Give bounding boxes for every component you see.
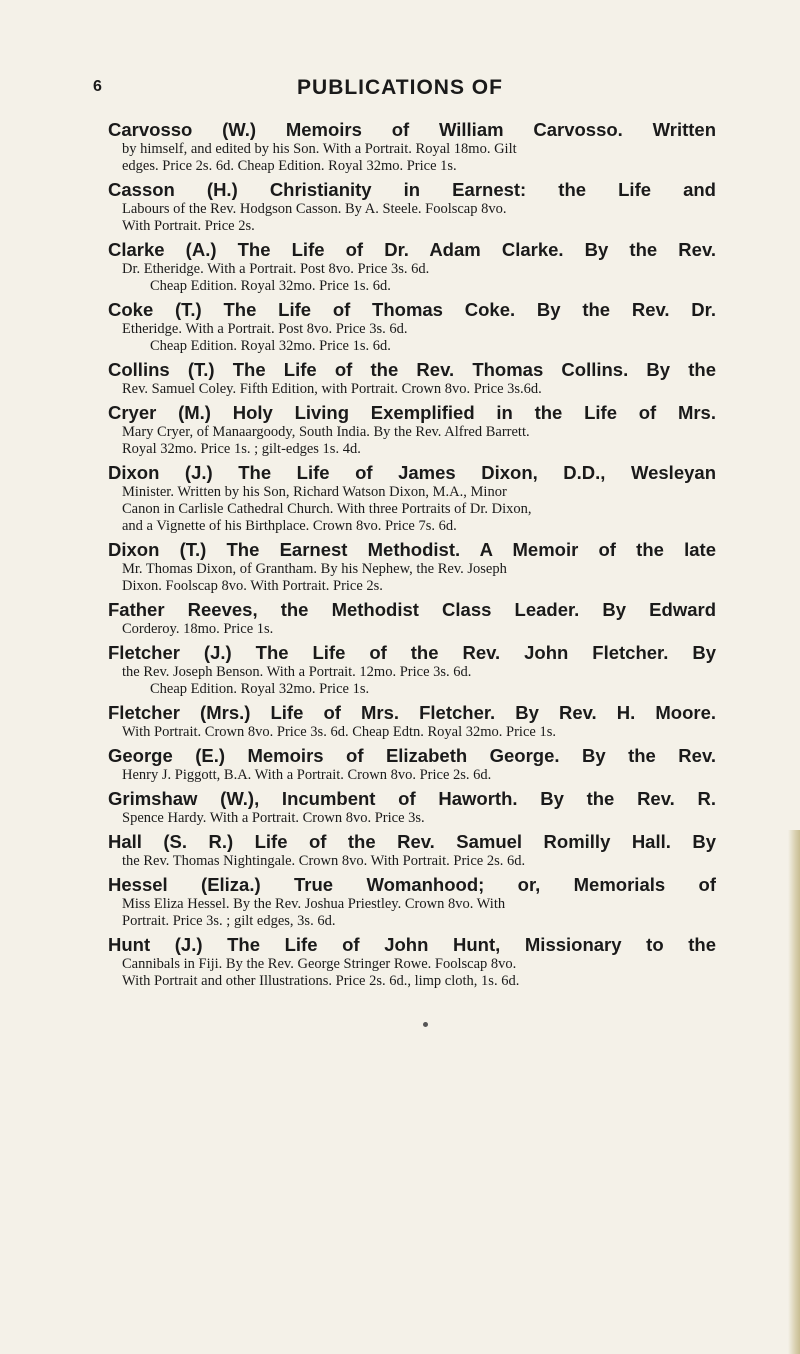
entry-detail-line: With Portrait. Crown 8vo. Price 3s. 6d. Cheap Edtn. Royal 32mo. Price 1s.: [122, 724, 556, 740]
entry-detail-line: Canon in Carlisle Cathedral Church. With three Portraits of Dr. Dixon,: [122, 501, 532, 517]
entry-heading: Hunt (J.) The Life of John Hunt, Missionary to the: [108, 934, 716, 955]
entry-detail-line: by himself, and edited by his Son. With a Portrait. Royal 18mo. Gilt: [122, 141, 517, 157]
entry-heading: Casson (H.) Christianity in Earnest: the Life and: [108, 179, 716, 200]
entry-detail-line: Cheap Edition. Royal 32mo. Price 1s. 6d.: [150, 278, 391, 294]
entry-detail-line: the Rev. Joseph Benson. With a Portrait. 12mo. Price 3s. 6d.: [122, 664, 472, 680]
entry-heading: Cryer (M.) Holy Living Exemplified in the Life of Mrs.: [108, 402, 716, 423]
page-number: 6: [93, 78, 102, 95]
ink-speck: [423, 1022, 428, 1027]
publication-entry: [108, 701, 716, 741]
publication-entry: [108, 298, 716, 355]
entry-heading: Dixon (T.) The Earnest Methodist. A Memoir of the late: [108, 539, 716, 560]
running-head-title: PUBLICATIONS OF: [297, 76, 503, 99]
publication-entry: [108, 744, 716, 784]
entry-heading: Clarke (A.) The Life of Dr. Adam Clarke. By the Rev.: [108, 239, 716, 260]
publication-entry: [108, 787, 716, 827]
entry-heading: Coke (T.) The Life of Thomas Coke. By the Rev. Dr.: [108, 299, 716, 320]
publication-entry: [108, 178, 716, 235]
entry-heading: Father Reeves, the Methodist Class Leader. By Edward: [108, 599, 716, 620]
publication-entry: [108, 830, 716, 870]
entry-detail-line: Mary Cryer, of Manaargoody, South India. By the Rev. Alfred Barrett.: [122, 424, 530, 440]
publication-entry: [108, 641, 716, 698]
entry-detail-line: Cheap Edition. Royal 32mo. Price 1s.: [150, 681, 370, 697]
entry-heading: Carvosso (W.) Memoirs of William Carvosso. Written: [108, 119, 716, 140]
entry-detail-line: edges. Price 2s. 6d. Cheap Edition. Royal 32mo. Price 1s.: [122, 158, 457, 174]
entry-detail-line: Dr. Etheridge. With a Portrait. Post 8vo. Price 3s. 6d.: [122, 261, 430, 277]
entry-detail-line: With Portrait. Price 2s.: [122, 218, 255, 234]
entry-heading: Fletcher (Mrs.) Life of Mrs. Fletcher. By Rev. H. Moore.: [108, 702, 716, 723]
entry-heading: Fletcher (J.) The Life of the Rev. John Fletcher. By: [108, 642, 716, 663]
publication-entry: [108, 358, 716, 398]
entry-detail-line: Labours of the Rev. Hodgson Casson. By A. Steele. Foolscap 8vo.: [122, 201, 507, 217]
entry-detail-line: Etheridge. With a Portrait. Post 8vo. Price 3s. 6d.: [122, 321, 408, 337]
entry-detail-line: Corderoy. 18mo. Price 1s.: [122, 621, 274, 637]
entry-detail-line: Rev. Samuel Coley. Fifth Edition, with Portrait. Crown 8vo. Price 3s.6d.: [122, 381, 542, 397]
publication-entry: [108, 461, 716, 535]
entry-detail-line: Minister. Written by his Son, Richard Watson Dixon, M.A., Minor: [122, 484, 507, 500]
publication-entry: [108, 238, 716, 295]
entry-detail-line: Royal 32mo. Price 1s. ; gilt-edges 1s. 4d.: [122, 441, 361, 457]
entry-detail-line: Portrait. Price 3s. ; gilt edges, 3s. 6d.: [122, 913, 336, 929]
publication-entry: [108, 401, 716, 458]
entry-detail-line: Dixon. Foolscap 8vo. With Portrait. Price 2s.: [122, 578, 383, 594]
page-header: [0, 72, 800, 108]
entry-detail-line: Miss Eliza Hessel. By the Rev. Joshua Priestley. Crown 8vo. With: [122, 896, 506, 912]
entry-heading: Hall (S. R.) Life of the Rev. Samuel Romilly Hall. By: [108, 831, 716, 852]
publication-entry: [108, 933, 716, 990]
publication-entry: [108, 118, 716, 175]
entry-heading: Hessel (Eliza.) True Womanhood; or, Memorials of: [108, 874, 716, 895]
entry-detail-line: and a Vignette of his Birthplace. Crown 8vo. Price 7s. 6d.: [122, 518, 457, 534]
entry-heading: Collins (T.) The Life of the Rev. Thomas Collins. By the: [108, 359, 716, 380]
entry-heading: Grimshaw (W.), Incumbent of Haworth. By the Rev. R.: [108, 788, 716, 809]
entry-detail-line: Cannibals in Fiji. By the Rev. George Stringer Rowe. Foolscap 8vo.: [122, 956, 517, 972]
publication-list: [108, 118, 716, 993]
entry-detail-line: Cheap Edition. Royal 32mo. Price 1s. 6d.: [150, 338, 391, 354]
publication-entry: [108, 538, 716, 595]
entry-detail-line: Henry J. Piggott, B.A. With a Portrait. Crown 8vo. Price 2s. 6d.: [122, 767, 492, 783]
entry-heading: George (E.) Memoirs of Elizabeth George. By the Rev.: [108, 745, 716, 766]
entry-heading: Dixon (J.) The Life of James Dixon, D.D., Wesleyan: [108, 462, 716, 483]
entry-detail-line: With Portrait and other Illustrations. Price 2s. 6d., limp cloth, 1s. 6d.: [122, 973, 520, 989]
publication-entry: [108, 873, 716, 930]
publication-entry: [108, 598, 716, 638]
entry-detail-line: Mr. Thomas Dixon, of Grantham. By his Nephew, the Rev. Joseph: [122, 561, 507, 577]
page-edge-shadow: [788, 830, 800, 1354]
entry-detail-line: the Rev. Thomas Nightingale. Crown 8vo. With Portrait. Price 2s. 6d.: [122, 853, 526, 869]
entry-detail-line: Spence Hardy. With a Portrait. Crown 8vo. Price 3s.: [122, 810, 425, 826]
